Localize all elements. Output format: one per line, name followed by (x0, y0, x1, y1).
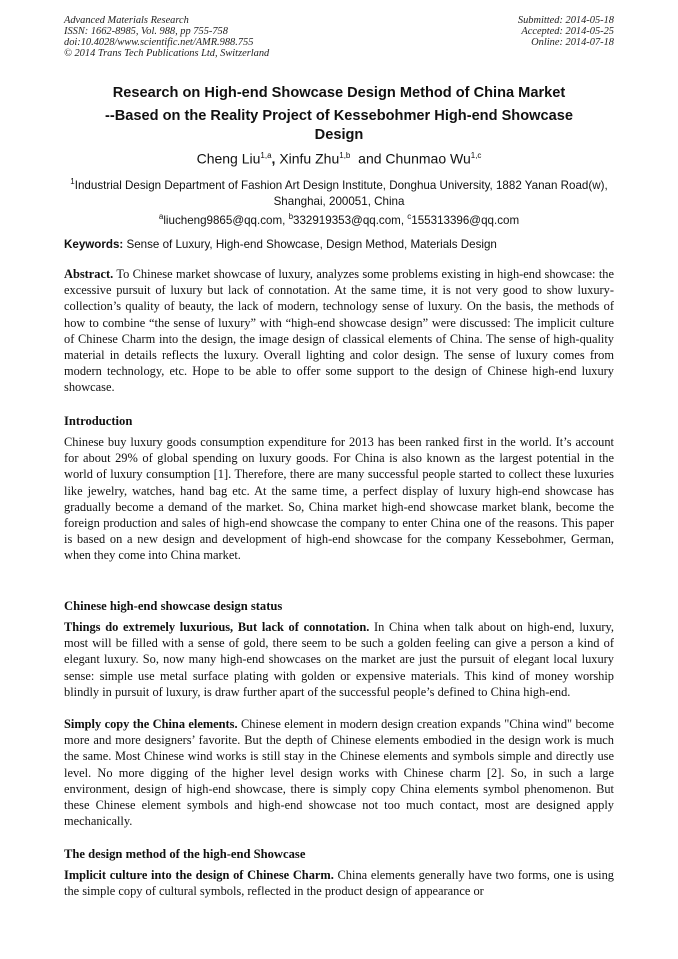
affiliation-mark: 1 (70, 177, 75, 186)
paper-title-line-1: Research on High-end Showcase Design Method of China Market (112, 85, 566, 101)
author-emails (64, 209, 614, 229)
status-p2-text: Chinese element in modern design creation expands "China wind" become more and more designers’ favorite. But the depth of Chinese elements embodied in the design work is much the same. Most Chinese wind works is still stay in the Chinese elements and symbols simple and directly use level. No more digging of the higher level design works with Chinese charm [2]. So, in such a large environment, design of high-end showcase, there is simply copy China elements symbol phenomenon. But these Chinese element symbols and high-end showcase not too much contact, most are designed apply mechanically. (64, 717, 614, 829)
submitted-date: Submitted: 2014-05-18 (517, 15, 614, 26)
issn-line: ISSN: 1662-8985, Vol. 988, pp 755-758 (64, 26, 228, 37)
dates-header (518, 15, 614, 48)
status-paragraph-2 (64, 716, 614, 829)
paper-title-line-3: Design (314, 127, 364, 143)
introduction-heading: Introduction (64, 414, 133, 428)
journal-header (64, 15, 269, 59)
author-separator: , (271, 150, 280, 167)
online-date: Online: 2014-07-18 (531, 37, 614, 48)
journal-name: Advanced Materials Research (64, 15, 189, 26)
author-3-affiliation-mark: 1,c (470, 151, 482, 160)
email-a: liucheng9865@qq.com, (163, 213, 289, 227)
author-1-affiliation-mark: 1,a (260, 151, 272, 160)
copyright-line: © 2014 Trans Tech Publications Ltd, Switzerland (64, 48, 270, 59)
author-3-name: Chunmao Wu (385, 150, 471, 167)
accepted-date: Accepted: 2014-05-25 (521, 26, 614, 37)
method-heading: The design method of the high-end Showcase (64, 847, 306, 861)
abstract-label: Abstract. (64, 267, 114, 281)
method-paragraph-1 (64, 867, 614, 899)
keywords-label: Keywords: (64, 238, 124, 251)
status-p1-lead: Things do extremely luxurious, But lack of connotation. (64, 620, 370, 634)
author-2-name: Xinfu Zhu (279, 150, 340, 167)
email-b-mark: b (288, 212, 294, 221)
introduction-text: Chinese buy luxury goods consumption expenditure for 2013 has been ranked first in the world. It’s account for about 29% of global spending on luxury goods. For China is also known as the largest potential in the world of luxury consumption [1]. Therefore, there are many successful people started to collect these luxuries like jewelry, watches, hand bag etc. At the same time, a perfect display of luxury high-end showcase has gradually become a demand of the market. So, China market high-end showcase market blank, become the foreign production and sales of high-end showcase the company to enter China one of the reasons. This paper is based on a new design and development of high-end showcase for the company Kessebohmer, German, when they come into China market. (64, 435, 614, 563)
paper-title-line-2: --Based on the Reality Project of Kessebohmer High-end Showcase (105, 108, 573, 124)
status-p1-text: In China when talk about on high-end, luxury, most will be filled with a sense of gold, there seem to be such a golden feeling can give a person a kind of elegant luxury. So, now many high-end showcases on the market are just the pursuit of elegant local luxury sense: simple use metal surface plating with golden or expensive materials. This kind of money worship blindly in pursuit of luxury, is draw further apart of the successful people’s defined to China high-end. (64, 620, 614, 699)
email-c-mark: c (407, 212, 412, 221)
abstract-text: To Chinese market showcase of luxury, analyzes some problems existing in high-end showcase: the excessive pursuit of luxury but lack of connotation. At the same time, it is not very good to show luxury-collection’s quality of beauty, the lack of modern, technology sense of luxury. On the basis, the methods of how to combine “the sense of luxury” with “high-end showcase design” were discussed: The implicit culture of Chinese Charm into the design, the image design of classical elements of China. The sense of high-quality material in details reflects the luxury. Overall lighting and color design. The sense of luxury comes from modern technology, etc. Hope to be able to offer some support to the design of Chinese high-end luxury showcase. (64, 267, 614, 395)
author-2-affiliation-mark: 1,b (339, 151, 351, 160)
status-paragraph-1 (64, 619, 614, 700)
keywords-text: Sense of Luxury, High-end Showcase, Design Method, Materials Design (123, 238, 497, 251)
author-conjunction: and (350, 150, 386, 167)
affiliation-text: Industrial Design Department of Fashion Art Design Institute, Donghua University, 1882 Yanan Road(w), Shanghai, 200051, China (74, 178, 608, 208)
affiliation (64, 174, 614, 210)
email-a-mark: a (158, 212, 164, 221)
doi-line: doi:10.4028/www.scientific.net/AMR.988.755 (64, 37, 254, 48)
status-heading: Chinese high-end showcase design status (64, 599, 283, 613)
email-b: 332919353@qq.com, (293, 213, 408, 227)
author-1-name: Cheng Liu (196, 150, 261, 167)
abstract (64, 266, 614, 396)
status-p2-lead: Simply copy the China elements. (64, 717, 238, 731)
method-p1-text: China elements generally have two forms, one is using the simple copy of cultural symbols, reflected in the product design of appearance or (64, 868, 614, 899)
email-c: 155313396@qq.com (411, 213, 520, 227)
method-p1-lead: Implicit culture into the design of Chinese Charm. (64, 868, 334, 882)
keywords (64, 237, 614, 253)
author-list (64, 147, 614, 168)
